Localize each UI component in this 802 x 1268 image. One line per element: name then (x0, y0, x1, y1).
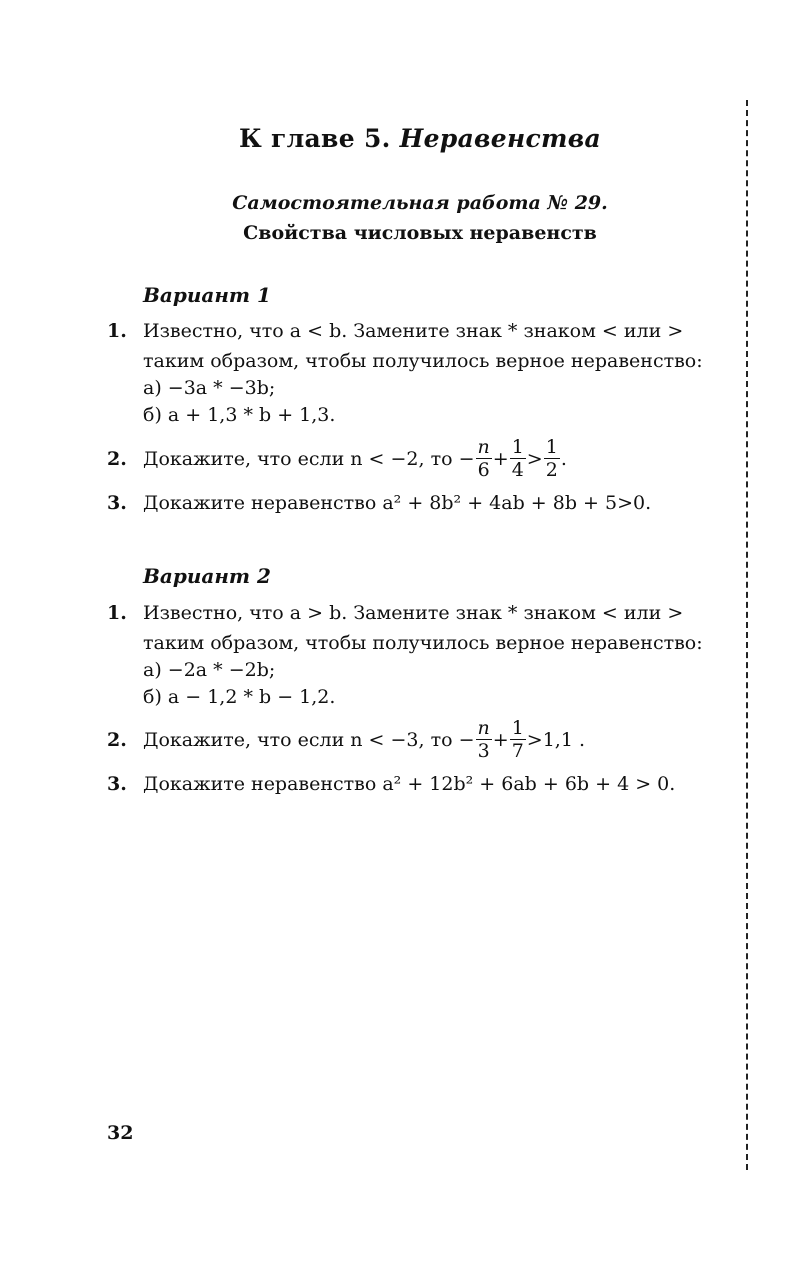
v1-task-3-number: 3. (107, 492, 127, 514)
chapter-prefix: К главе 5. (238, 124, 391, 153)
fraction: $\frac{1}{4}$ (511, 435, 524, 481)
v2-task-2-prefix: Докажите, что если n < −3, то (143, 729, 453, 751)
v2-task-1-number: 1. (107, 602, 127, 624)
v1-task-3-text: Докажите неравенство a² + 8b² + 4ab + 8b + 5>0. (143, 492, 652, 514)
v2-task-3-number: 3. (107, 773, 127, 795)
v2-task-1-line-1: Известно, что a > b. Замените знак * знаком < или > (143, 602, 684, 624)
formula-minus: − (458, 448, 475, 470)
v1-task-2-prefix: Докажите, что если n < −2, то (143, 448, 453, 470)
chapter-name: Неравенства (399, 124, 602, 153)
v1-task-1-number: 1. (107, 320, 127, 342)
formula-plus: + (492, 729, 509, 751)
formula-relation: > (526, 448, 543, 470)
fraction: $\frac{1}{7}$ (511, 716, 524, 762)
v1-task-1-line-3: а) −3a * −3b; (143, 377, 276, 399)
formula-minus: − (458, 729, 475, 751)
page-number: 32 (107, 1122, 134, 1144)
formula-plus: + (492, 448, 509, 470)
cut-line (746, 100, 748, 1170)
formula-relation: > (526, 729, 543, 751)
chapter-title (0, 124, 802, 153)
v1-task-1-line-1: Известно, что a < b. Замените знак * знаком < или > (143, 320, 684, 342)
v2-task-3-text: Докажите неравенство a² + 12b² + 6ab + 6b + 4 > 0. (143, 773, 676, 795)
v2-task-1-line-3: а) −2a * −2b; (143, 659, 276, 681)
fraction: $\frac{n}{6}$ (477, 435, 490, 481)
v1-task-1-line-4: б) a + 1,3 * b + 1,3. (143, 404, 336, 426)
variant-1-title: Вариант 1 (143, 283, 271, 307)
v1-task-2 (143, 433, 567, 485)
formula-rhs: 1,1 . (542, 729, 586, 751)
v2-task-2-number: 2. (107, 729, 127, 751)
v1-task-1-line-2: таким образом, чтобы получилось верное неравенство: (143, 350, 703, 372)
v1-task-2-number: 2. (107, 448, 127, 470)
v2-task-1-line-2: таким образом, чтобы получилось верное неравенство: (143, 632, 703, 654)
fraction: $\frac{n}{3}$ (477, 716, 490, 762)
variant-2-title: Вариант 2 (143, 564, 271, 588)
work-subtitle: Свойства числовых неравенств (243, 222, 597, 244)
fraction: $\frac{1}{2}$ (545, 435, 558, 481)
v2-task-2 (143, 714, 585, 766)
work-title: Самостоятельная работа № 29. (232, 192, 608, 214)
v2-task-1-line-4: б) a − 1,2 * b − 1,2. (143, 686, 336, 708)
formula-end: . (560, 448, 567, 470)
